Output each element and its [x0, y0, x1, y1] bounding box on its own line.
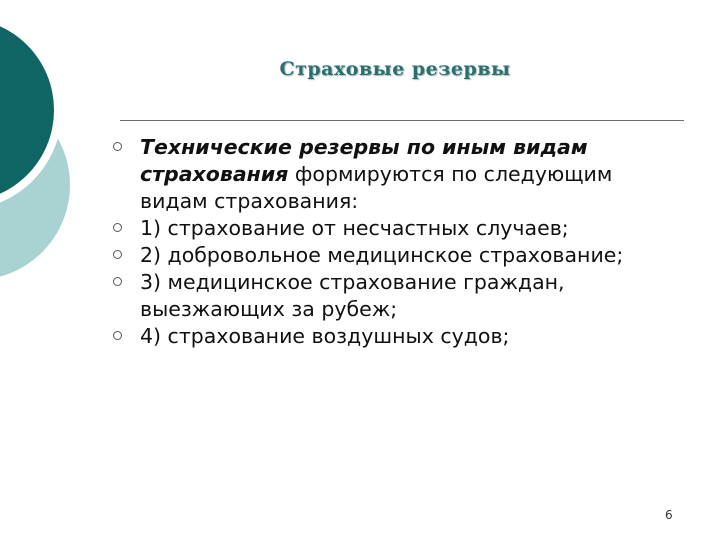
- circle-bullet-icon: [113, 142, 122, 151]
- bullet-item-1: [110, 215, 680, 242]
- bullet-emphasis: Технические резервы по иным видам страхования: [140, 135, 588, 186]
- circle-bullet-icon: [113, 331, 122, 340]
- bullet-item-3: [110, 269, 680, 323]
- slide-title: Страховые резервы: [279, 58, 511, 80]
- bullet-text: 1) страхование от несчастных случаев;: [140, 216, 569, 240]
- decorative-circles: [0, 0, 90, 300]
- page-number: 6: [665, 508, 673, 522]
- bullet-text: 2) добровольное медицинское страхование;: [140, 243, 624, 267]
- bullet-text: 4) страхование воздушных судов;: [140, 324, 510, 348]
- circle-bullet-icon: [113, 250, 122, 259]
- circle-bullet-icon: [113, 223, 122, 232]
- circle-bullet-icon: [113, 277, 122, 286]
- bullet-text: 3) медицинское страхование граждан, выезжающих за рубеж;: [140, 270, 565, 321]
- bullet-item-intro: [110, 134, 680, 215]
- bullet-list: [110, 134, 680, 350]
- bullet-item-2: [110, 242, 680, 269]
- bullet-text: формируются по следующим видам страхования:: [140, 162, 613, 213]
- title-divider: [120, 120, 684, 121]
- bullet-item-4: [110, 323, 680, 350]
